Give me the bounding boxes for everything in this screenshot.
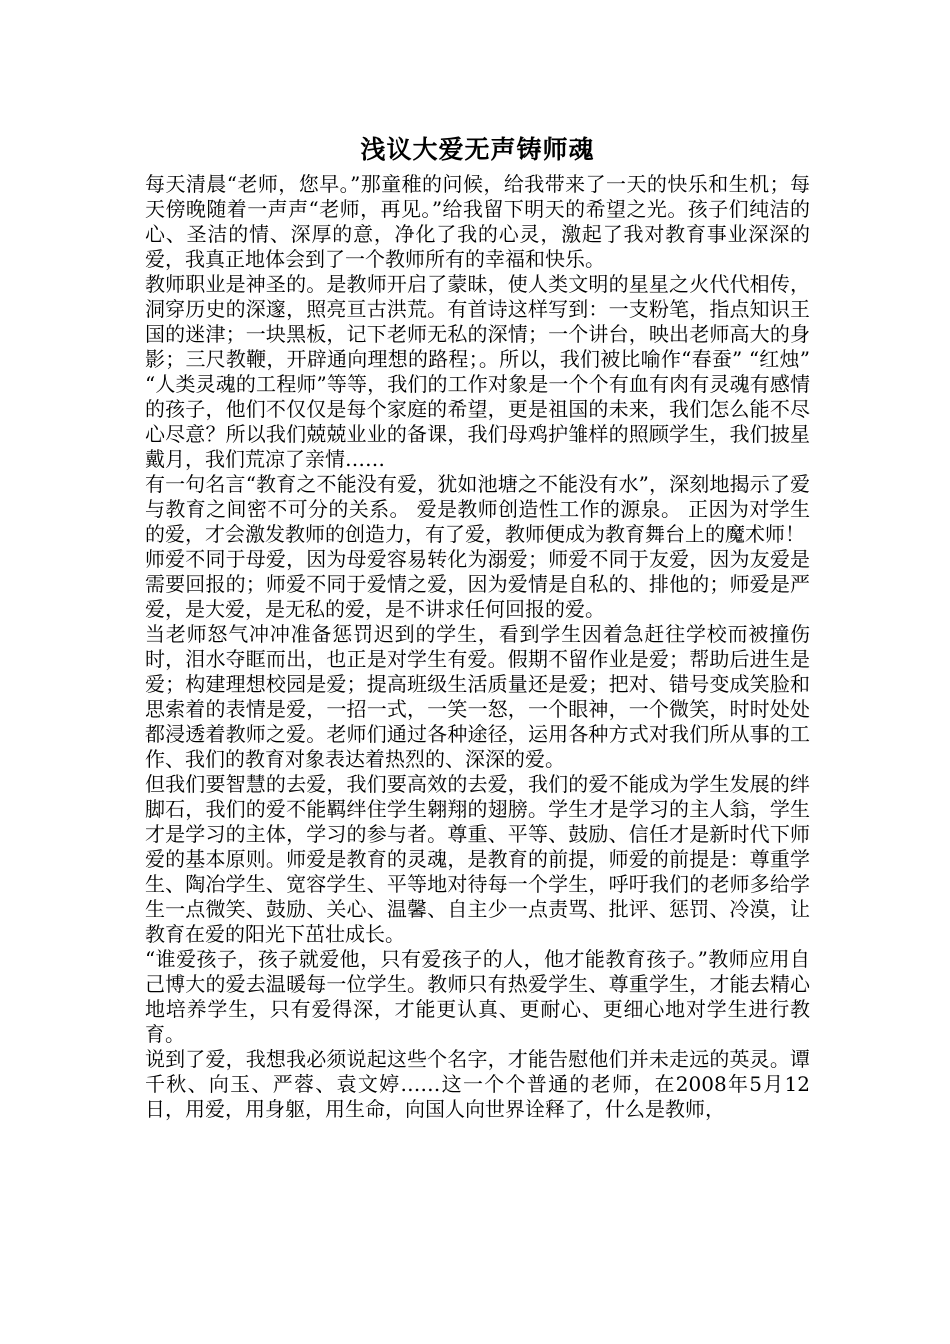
paragraph-3: 有一句名言“教育之不能没有爱，犹如池塘之不能没有水”，深刻地揭示了爱与教育之间密不可分的关系。 爱是教师创造性工作的源泉。 正因为对学生的爱，才会激发教师的创造力，有了爱，教师便成为教育舞台上的魔术师！ [145,472,810,546]
paragraph-2: 教师职业是神圣的。是教师开启了蒙昧，使人类文明的星星之火代代相传，洞穿历史的深邃，照亮亘古洪荒。有首诗这样写到：一支粉笔，指点知识王国的迷津；一块黑板，记下老师无私的深情；一个讲台，映出老师高大的身影；三尺教鞭，开辟通向理想的路程；。所以，我们被比喻作“春蚕” “红烛” “人类灵魂的工程师”等等，我们的工作对象是一个个有血有肉有灵魂有感情的孩子，他们不仅仅是每个家庭的希望，更是祖国的未来，我们怎么能不尽心尽意？所以我们兢兢业业的备课，我们母鸡护雏样的照顾学生，我们披星戴月，我们荒凉了亲情…… [145,272,810,471]
document-page [145,128,810,1122]
document-body [145,172,810,1122]
paragraph-1: 每天清晨“老师，您早。”那童稚的问候，给我带来了一天的快乐和生机；每天傍晚随着一声声“老师，再见。”给我留下明天的希望之光。孩子们纯洁的心、圣洁的情、深厚的意，净化了我的心灵，激起了我对教育事业深深的爱，我真正地体会到了一个教师所有的幸福和快乐。 [145,172,810,271]
paragraph-8: 说到了爱，我想我必须说起这些个名字，才能告慰他们并未走远的英灵。谭千秋、向玉、严蓉、袁文婷……这一个个普通的老师，在2008年5月12日，用爱，用身躯，用生命，向国人向世界诠释了，什么是教师， [145,1047,810,1121]
paragraph-4: 师爱不同于母爱，因为母爱容易转化为溺爱；师爱不同于友爱，因为友爱是需要回报的；师爱不同于爱情之爱，因为爱情是自私的、排他的；师爱是严爱，是大爱，是无私的爱，是不讲求任何回报的爱。 [145,547,810,621]
document-title: 浅议大爱无声铸师魂 [360,135,595,164]
paragraph-6: 但我们要智慧的去爱，我们要高效的去爱，我们的爱不能成为学生发展的绊脚石，我们的爱不能羁绊住学生翱翔的翅膀。学生才是学习的主人翁，学生才是学习的主体，学习的参与者。尊重、平等、鼓励、信任才是新时代下师爱的基本原则。师爱是教育的灵魂，是教育的前提，师爱的前提是：尊重学生、陶冶学生、宽容学生、平等地对待每一个学生，呼吁我们的老师多给学生一点微笑、鼓励、关心、温馨、自主少一点责骂、批评、惩罚、冷漠，让教育在爱的阳光下茁壮成长。 [145,772,810,946]
paragraph-5: 当老师怒气冲冲准备惩罚迟到的学生，看到学生因着急赶往学校而被撞伤时，泪水夺眶而出，也正是对学生有爱。假期不留作业是爱；帮助后进生是爱；构建理想校园是爱；提高班级生活质量还是爱；把对、错号变成笑脸和思索着的表情是爱，一招一式，一笑一怒，一个眼神，一个微笑，时时处处都浸透着教师之爱。老师们通过各种途径，运用各种方式对我们所从事的工作、我们的教育对象表达着热烈的、深深的爱。 [145,622,810,771]
paragraph-7: “谁爱孩子，孩子就爱他，只有爱孩子的人，他才能教育孩子。”教师应用自己博大的爱去温暖每一位学生。教师只有热爱学生、尊重学生，才能去精心地培养学生，只有爱得深，才能更认真、更耐心、更细心地对学生进行教育。 [145,947,810,1046]
